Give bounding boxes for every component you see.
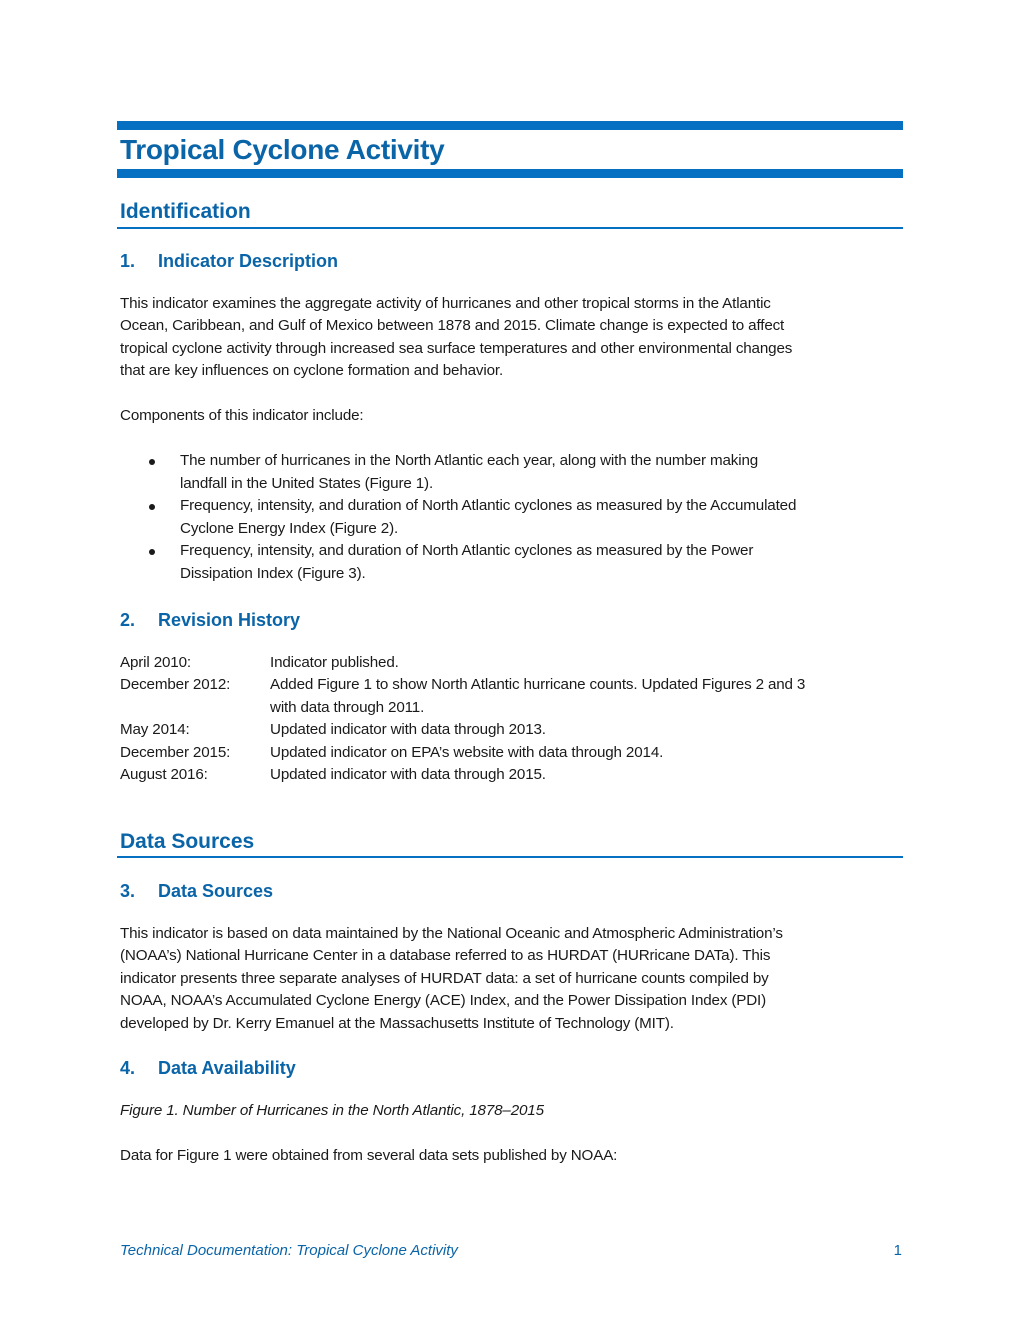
- paragraph-line: Ocean, Caribbean, and Gulf of Mexico between 1878 and 2015. Climate change is expected to affect: [120, 317, 785, 335]
- revision-row: [120, 742, 905, 764]
- subsection-number: 1.: [120, 251, 136, 271]
- revision-row: [120, 719, 905, 741]
- revision-date: December 2012:: [120, 676, 231, 694]
- section-rule-data-sources: [117, 856, 903, 858]
- revision-date: December 2015:: [120, 743, 231, 761]
- paragraph-line: developed by Dr. Kerry Emanuel at the Massachusetts Institute of Technology (MIT).: [120, 1014, 674, 1032]
- subsection-title: Indicator Description: [158, 251, 339, 271]
- list-item-line: Dissipation Index (Figure 3).: [180, 564, 366, 582]
- revision-description: Updated indicator with data through 2015.: [270, 766, 546, 784]
- title-rule-top: [117, 121, 903, 130]
- revision-description: Updated indicator with data through 2013.: [270, 721, 546, 739]
- subsection-heading-data-sources: [120, 880, 273, 902]
- indicator-description-paragraph: [120, 293, 905, 383]
- subsection-number: 4.: [120, 1058, 136, 1078]
- list-item: [120, 450, 905, 495]
- revision-description: Updated indicator on EPA’s website with data through 2014.: [270, 743, 664, 761]
- list-item-line: The number of hurricanes in the North Atlantic each year, along with the number making: [180, 452, 759, 469]
- bullet-icon: [149, 549, 155, 555]
- list-item-line: Cyclone Energy Index (Figure 2).: [180, 519, 399, 537]
- subsection-number: 2.: [120, 610, 136, 630]
- list-item-line: landfall in the United States (Figure 1).: [180, 474, 434, 492]
- revision-row: [120, 674, 905, 719]
- data-sources-paragraph: [120, 923, 905, 1035]
- paragraph-line: (NOAA’s) National Hurricane Center in a database referred to as HURDAT (HURricane DATa). This: [120, 947, 771, 965]
- subsection-heading-data-availability: [120, 1057, 296, 1079]
- revision-row: [120, 764, 905, 786]
- paragraph-line: NOAA, NOAA’s Accumulated Cyclone Energy (ACE) Index, and the Power Dissipation Index (PDI): [120, 992, 767, 1010]
- components-list: [120, 450, 905, 586]
- bullet-icon: [149, 504, 155, 510]
- data-availability-paragraph: Data for Figure 1 were obtained from several data sets published by NOAA:: [120, 1147, 618, 1164]
- figure-caption: Figure 1. Number of Hurricanes in the North Atlantic, 1878–2015: [120, 1102, 544, 1119]
- subsection-heading-revision-history: [120, 609, 300, 631]
- section-rule-identification: [117, 227, 903, 229]
- revision-history-table: [120, 652, 905, 786]
- revision-description: Indicator published.: [270, 654, 399, 671]
- title-rule-bottom: [117, 169, 903, 178]
- section-heading-identification: Identification: [120, 200, 251, 223]
- subsection-title: Data Sources: [158, 881, 274, 901]
- revision-date: April 2010:: [120, 654, 191, 671]
- subsection-title: Data Availability: [158, 1058, 296, 1078]
- paragraph-line: tropical cyclone activity through increased sea surface temperatures and other environmental changes: [120, 339, 793, 357]
- paragraph-line: This indicator examines the aggregate activity of hurricanes and other tropical storms in the Atlantic: [120, 295, 771, 312]
- footer-title: Technical Documentation: Tropical Cyclone Activity: [120, 1242, 458, 1259]
- paragraph-line: indicator presents three separate analyses of HURDAT data: a set of hurricane counts compiled by: [120, 969, 769, 987]
- paragraph-line: This indicator is based on data maintained by the National Oceanic and Atmospheric Administration’s: [120, 925, 783, 942]
- revision-description: Added Figure 1 to show North Atlantic hurricane counts. Updated Figures 2 and 3: [270, 676, 806, 694]
- subsection-number: 3.: [120, 881, 136, 901]
- components-intro: Components of this indicator include:: [120, 407, 364, 424]
- list-item-line: Frequency, intensity, and duration of North Atlantic cyclones as measured by the Power: [180, 542, 754, 560]
- list-item: [120, 495, 905, 540]
- revision-row: [120, 652, 905, 674]
- document-title: Tropical Cyclone Activity: [120, 134, 445, 165]
- revision-date: August 2016:: [120, 766, 208, 784]
- bullet-icon: [149, 459, 155, 465]
- page-number: 1: [893, 1242, 902, 1259]
- paragraph-line: that are key influences on cyclone formation and behavior.: [120, 362, 504, 380]
- list-item: [120, 540, 905, 585]
- section-heading-data-sources: Data Sources: [120, 830, 255, 853]
- subsection-title: Revision History: [158, 610, 301, 630]
- list-item-line: Frequency, intensity, and duration of North Atlantic cyclones as measured by the Accumulated: [180, 497, 797, 515]
- subsection-heading-indicator-description: [120, 250, 338, 272]
- revision-date: May 2014:: [120, 721, 190, 739]
- revision-description: with data through 2011.: [270, 698, 425, 716]
